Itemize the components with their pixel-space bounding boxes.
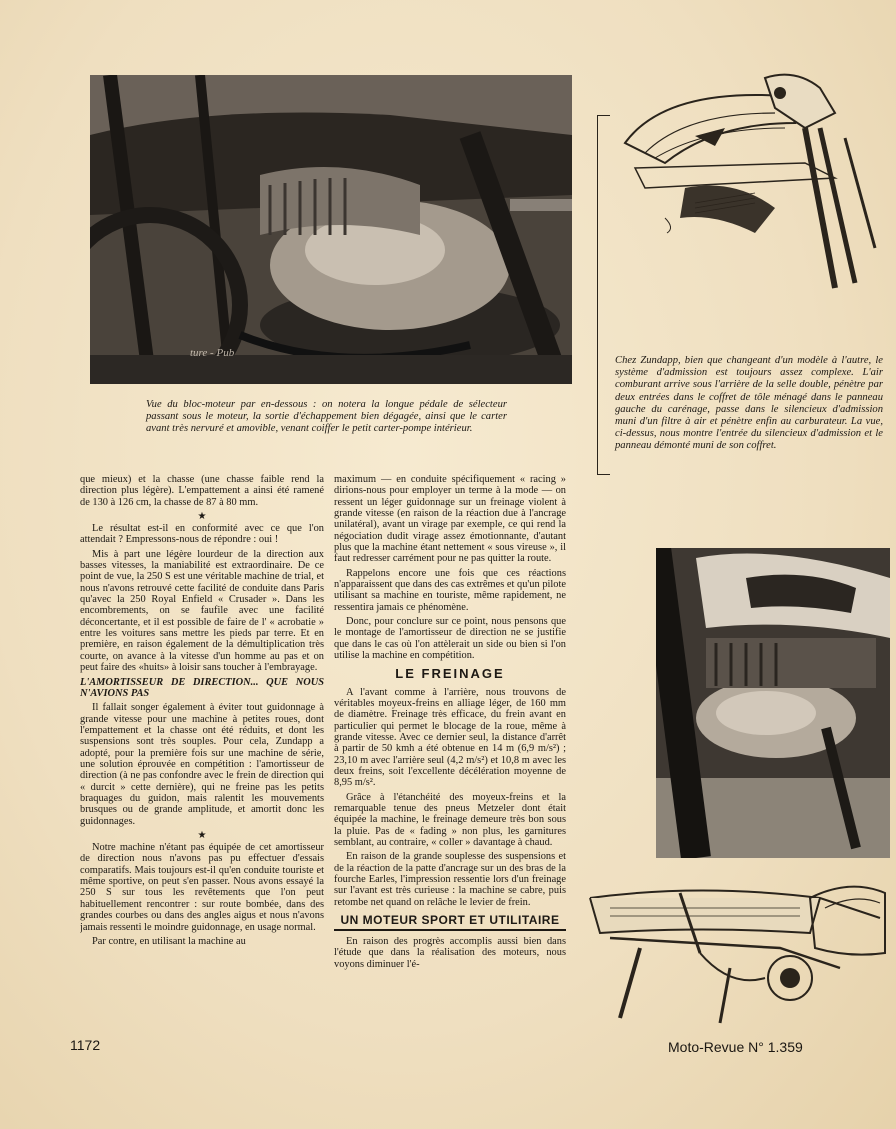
right-drawing-caption: Chez Zundapp, bien que changeant d'un modèle à l'autre, le système d'admission est toujours assez complexe. L'air comburant arrive sous l'arrière de la selle double, pénètre par deux entrées dans le coffret de tôle ménagé dans le panneau gauche du carénage, passe dans le silencieux d'admission muni d'un filtre à air et pénètre enfin au carburateur. La vue, ci-dessus, nous montre l'entrée du silencieux d'admission et le panneau démonté muni de son coffret. [615, 355, 883, 452]
paragraph: A l'avant comme à l'arrière, nous trouvons de véritables moyeux-freins en alliage léger, de 160 mm de diamètre. Freinage très efficace, du frein avant en particulier qui permet le blocage de la roue, même à grande vitesse. Avec ce dernier seul, la distance d'arrêt à partir de 50 kmh a été obtenue en 14 m (6,9 m/s²) ; 23,10 m avec l'arrière seul (4,2 m/s²) et 10,8 m avec les deux freins, soit l'excellente décélération moyenne de 8,95 m/s². [334, 686, 566, 789]
paragraph: En raison des progrès accomplis aussi bien dans l'étude que dans la réalisation des moteurs, nous voyons diminuer l'é- [334, 936, 566, 970]
paragraph: Donc, pour conclure sur ce point, nous pensons que le montage de l'amortisseur de direction ne se justifie que dans le cas où l'on attèlerait un side ou bien si l'on utilise la machine en compétition. [334, 616, 566, 662]
intake-system-drawing [605, 68, 889, 306]
paragraph: Il fallait songer également à éviter tout guidonnage à grande vitesse pour une machine à petites roues, dont l'empattement et la chasse ont été réduits, et dont les suspensions sont très souples. Pour cela, Zundapp a adopté, pour la première fois sur une machine de série, une solution éprouvée en compétition : l'amortisseur de direction (à ne pas confondre avec le frein de direction qui « durcit » cette dernière), qui ne freine pas les petits braquages du guidon, mais ralentit les mouvements brusques ou de grande amplitude, et amortit donc les guidonnages. [80, 702, 324, 827]
separator-star: ★ [197, 511, 207, 523]
text-column-2 [334, 474, 566, 1026]
paragraph: maximum — en conduite spécifiquement « racing » dirions-nous pour employer un terme à la mode — on ressent un léger guidonnage sur un freinage violent à grande vitesse (en raison de la réaction due à l'ancrage unilatéral), avant un virage par exemple, ce qui rend la négociation dudit virage assez émotionnante, d'autant plus que la machine étant nettement « sous vireuse », il faut redresser carrément pour ne pas quitter la route. [334, 474, 566, 565]
top-photo-caption: Vue du bloc-moteur par en-dessous : on notera la longue pédale de sélecteur passant sous le moteur, la sortie d'échappement bien dégagée, ainsi que le carter avant très nervuré et amovible, venant coiffer le petit carter-pompe intérieur. [146, 399, 507, 435]
section-heading-moteur: UN MOTEUR SPORT ET UTILITAIRE [334, 912, 566, 931]
subheading: L'AMORTISSEUR DE DIRECTION... QUE NOUS N'AVIONS PAS [80, 676, 324, 699]
magazine-issue: Moto-Revue N° 1.359 [668, 1039, 803, 1055]
paragraph: Le résultat est-il en conformité avec ce que l'on attendait ? Empressons-nous de répondre : oui ! [80, 523, 324, 546]
paragraph: que mieux) et la chasse (une chasse faible rend la direction plus légère). L'empattement a ainsi été ramené de 130 à 126 cm, la chasse de 87 à 80 mm. [80, 474, 324, 508]
paragraph: En raison de la grande souplesse des suspensions et de la réaction de la patte d'ancrage sur un des bras de la fourche Earles, l'impression ressentie lors d'un freinage sur l'avant est très curieuse : la machine se cabre, puis retombe net quand on relâche le levier de frein. [334, 851, 566, 908]
engine-underside-photo [90, 75, 572, 384]
photo-watermark: ture - Pub [190, 347, 235, 359]
section-heading-freinage: LE FREINAGE [395, 665, 505, 681]
caption-bracket [597, 115, 610, 475]
page-number: 1172 [70, 1037, 101, 1053]
text-column-1 [80, 474, 324, 1026]
separator-star: ★ [197, 830, 207, 842]
motorcycle-side-photo [656, 548, 890, 858]
seat-frame-drawing [580, 878, 890, 1028]
paragraph: Rappelons encore une fois que ces réactions n'apparaissent que dans des cas extrêmes et qu'un pilote utilisant sa machine en touriste, même rapidement, ne ressentira jamais ce phénomène. [334, 567, 566, 613]
paragraph: Notre machine n'étant pas équipée de cet amortisseur de direction nous n'avons pas pu effectuer d'essais comparatifs. Mais toujours est-il qu'en conduite touriste et même sportive, on peut s'en passer. Nous avons essayé la 250 S sur tous les revêtements que l'on peut habituellement rencontrer : sur route bombée, dans des grandes courbes ou dans des angles aigus et nous n'avons jamais ressenti le moindre guidonnage, en usage normal. [80, 842, 324, 933]
paragraph: Grâce à l'étanchéité des moyeux-freins et la remarquable tenue des pneus Metzeler dont était équipée la machine, le freinage demeure très bon sous la pluie. Pas de « fading » non plus, les garnitures semblant, au contraire, « coller » davantage à chaud. [334, 791, 566, 848]
paragraph: Mis à part une légère lourdeur de la direction aux basses vitesses, la maniabilité est extraordinaire. De ce point de vue, la 250 S est une véritable machine de trial, et nous n'avons retrouvé cette facilité de conduite dans Paris qu'avec la 250 Royal Enfield « Crusader ». Dans les encombrements, on se faufile avec une facilité déconcertante, et il est possible de faire de l' « acrobatie » entre les voitures sans mettre les pieds par terre. Et en première, en raison également de la démultiplication très courte, on avance à la vitesse d'un homme au pas et on peut faire des «huits» à loisir sans toucher à l'embrayage. [80, 548, 324, 674]
paragraph: Par contre, en utilisant la machine au [92, 935, 246, 947]
